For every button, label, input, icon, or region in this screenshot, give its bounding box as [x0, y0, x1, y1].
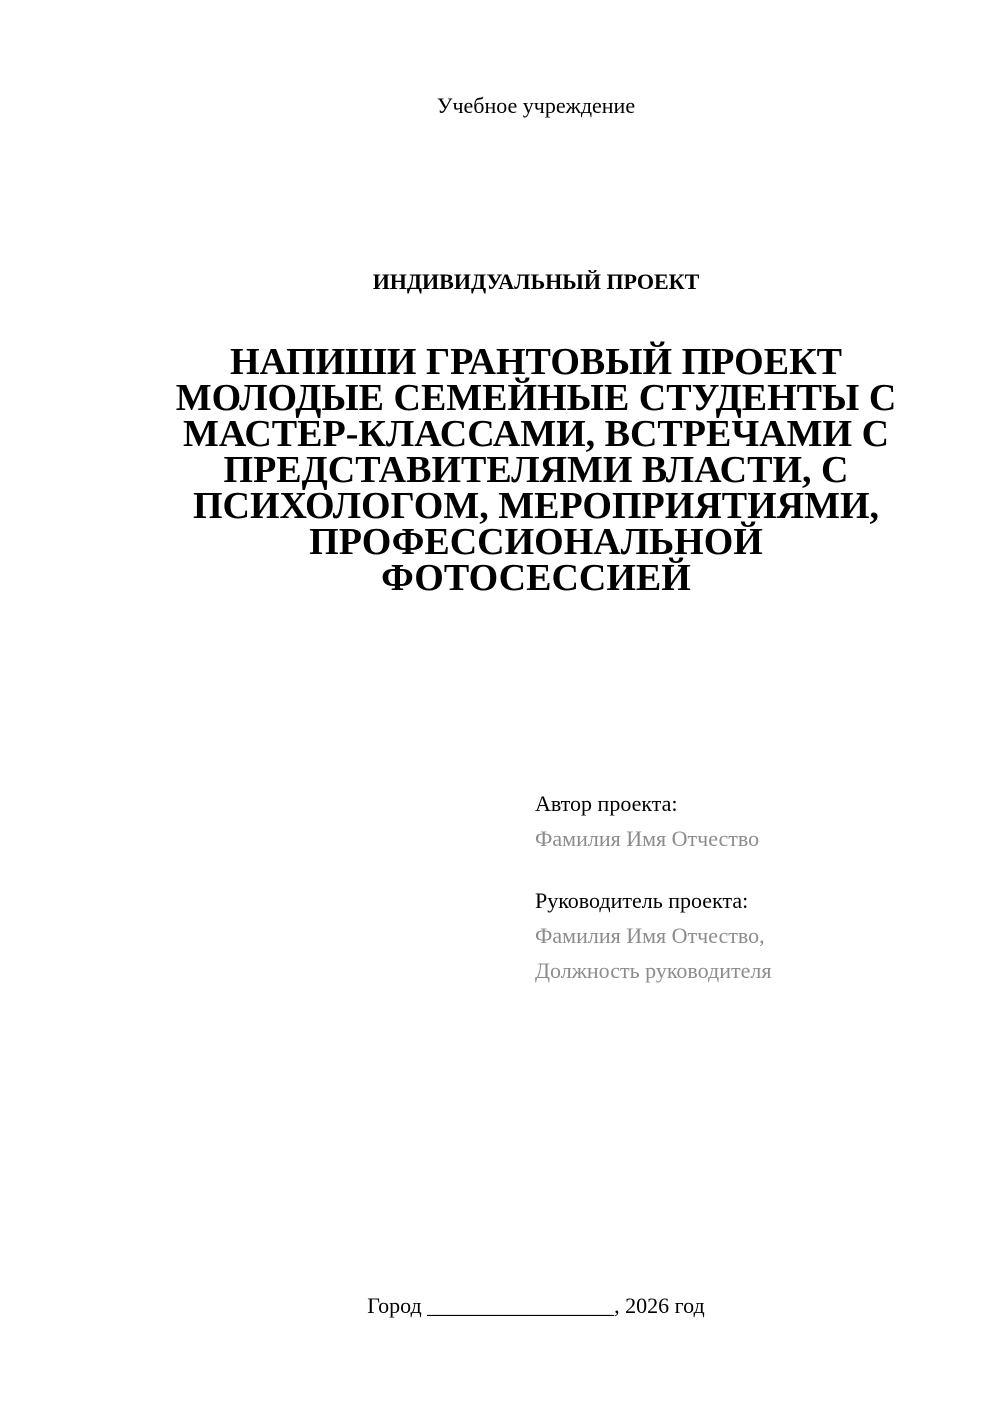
- author-info-block: [535, 790, 955, 992]
- supervisor-position-placeholder: Должность руководителя: [535, 958, 772, 983]
- supervisor-label: Руководитель проекта:: [535, 888, 749, 913]
- title-line: ФОТОСЕССИЕЙ: [381, 557, 691, 599]
- title-line: НАПИШИ ГРАНТОВЫЙ ПРОЕКТ: [230, 341, 842, 383]
- author-label: Автор проекта:: [535, 791, 678, 816]
- city-year-line: Город _________________, 2026 год: [367, 1293, 705, 1318]
- author-name-placeholder: Фамилия Имя Отчество: [535, 826, 760, 851]
- institution-name: Учебное учреждение: [436, 93, 636, 118]
- title-line: ПСИХОЛОГОМ, МЕРОПРИЯТИЯМИ,: [192, 485, 880, 527]
- title-line: МОЛОДЫЕ СЕМЕЙНЫЕ СТУДЕНТЫ С: [175, 377, 897, 419]
- supervisor-name-placeholder: Фамилия Имя Отчество,: [535, 923, 765, 948]
- document-type: ИНДИВИДУАЛЬНЫЙ ПРОЕКТ: [372, 269, 700, 294]
- title-line: МАСТЕР-КЛАССАМИ, ВСТРЕЧАМИ С: [182, 413, 890, 455]
- project-title: [140, 341, 932, 599]
- title-line: ПРОФЕССИОНАЛЬНОЙ: [309, 521, 763, 563]
- block-spacer: [535, 860, 955, 887]
- title-line: ПРЕДСТАВИТЕЛЯМИ ВЛАСТИ, С: [223, 449, 849, 491]
